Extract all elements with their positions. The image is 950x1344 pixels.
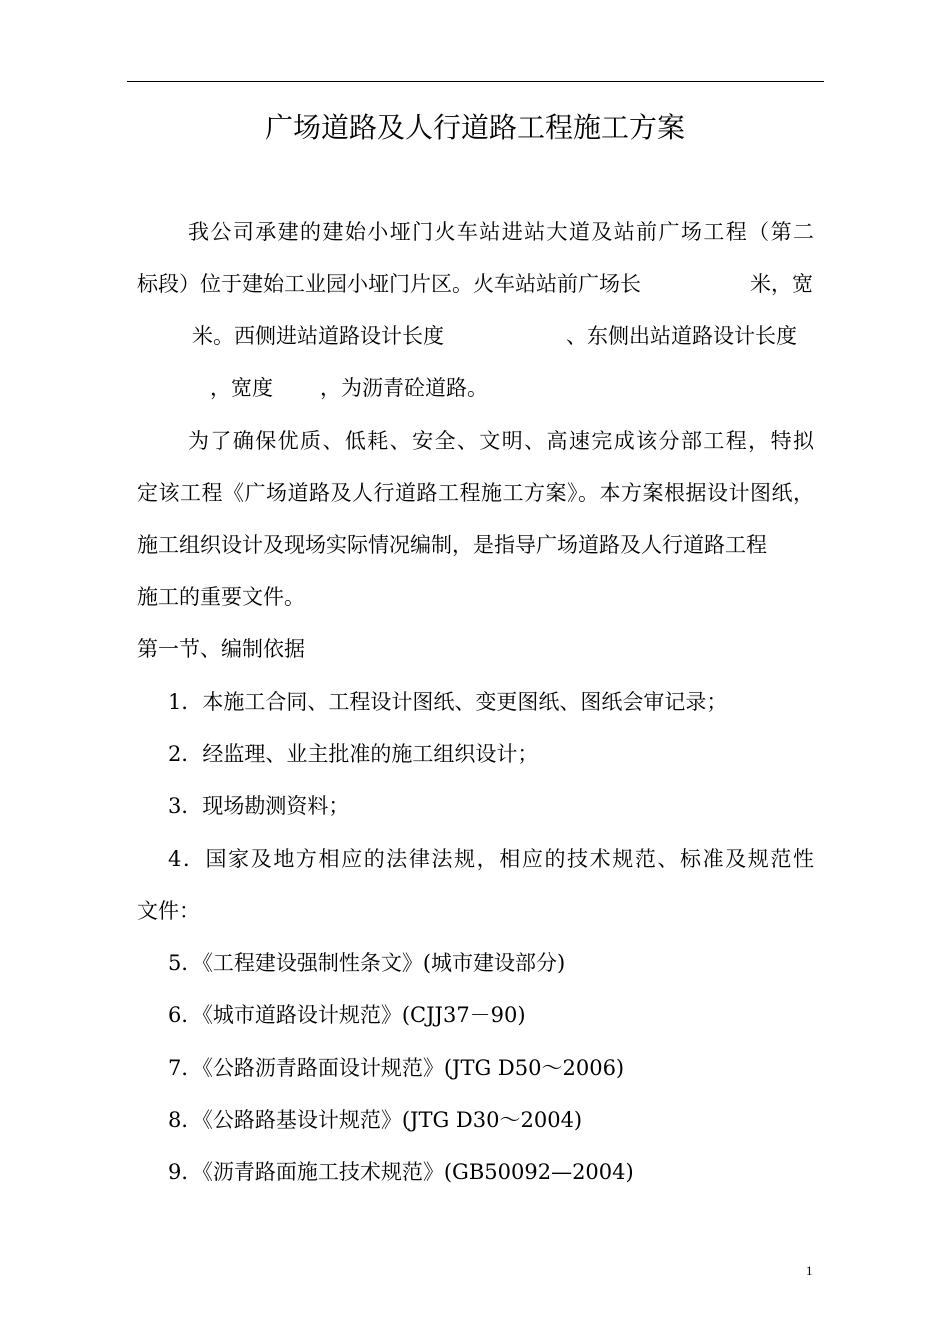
section-heading: 第一节、编制依据	[137, 637, 305, 661]
document-title: 广场道路及人行道路工程施工方案	[264, 111, 685, 144]
header-rule	[127, 81, 824, 82]
paragraph2-line2: 定该工程《广场道路及人行道路工程施工方案》。本方案根据设计图纸，	[137, 481, 814, 505]
paragraph2-line1: 为了确保优质、低耗、安全、文明、高速完成该分部工程，特拟	[188, 429, 814, 453]
list-item: 6．《城市道路设计规范》(CJJ37－90)	[168, 1003, 526, 1027]
paragraph2-line3: 施工组织设计及现场实际情况编制，是指导广场道路及人行道路工程	[137, 533, 767, 557]
list-item: 5．《工程建设强制性条文》(城市建设部分)	[168, 951, 566, 975]
paragraph1-line4-a: ，宽度	[210, 376, 273, 400]
list-item: 4．国家及地方相应的法律法规，相应的技术规范、标准及规范性	[168, 847, 814, 871]
paragraph1-line3-a: 米。西侧进站道路设计长度	[192, 324, 444, 348]
list-item-continuation: 文件：	[137, 899, 200, 923]
page-number: 1	[806, 1263, 813, 1278]
paragraph1-line3-b: 、东侧出站道路设计长度	[566, 324, 797, 348]
paragraph1-line1: 我公司承建的建始小垭门火车站进站大道及站前广场工程（第二	[188, 220, 814, 244]
paragraph2-line4: 施工的重要文件。	[137, 585, 305, 609]
list-item: 3．现场勘测资料；	[168, 794, 350, 818]
list-item: 9．《沥青路面施工技术规范》(GB50092—2004)	[168, 1160, 634, 1184]
list-item: 7．《公路沥青路面设计规范》(JTG D50～2006)	[168, 1056, 625, 1080]
list-item: 1．本施工合同、工程设计图纸、变更图纸、图纸会审记录；	[168, 690, 728, 714]
paragraph1-line2-b: 米，宽	[750, 272, 813, 296]
list-item: 2．经监理、业主批准的施工组织设计；	[168, 742, 539, 766]
paragraph1-line4-b: ，为沥青砼道路。	[320, 376, 488, 400]
list-item: 8．《公路路基设计规范》(JTG D30～2004)	[168, 1108, 583, 1132]
paragraph1-line2-a: 标段）位于建始工业园小垭门片区。火车站站前广场长	[137, 272, 641, 296]
